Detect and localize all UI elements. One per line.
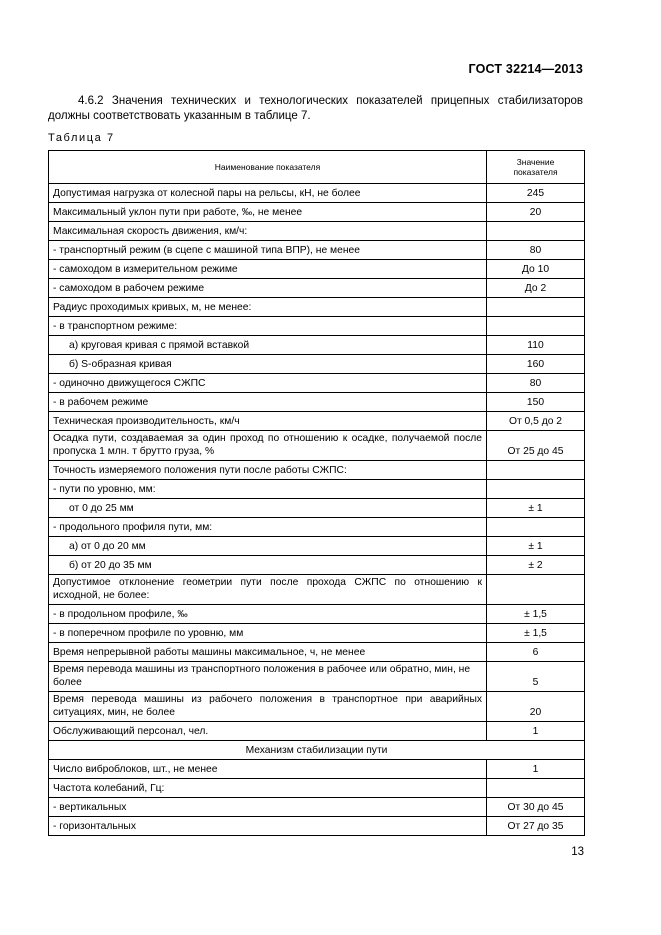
table-header-row — [49, 151, 585, 184]
row-name: Время перевода машины из рабочего положения в транспортное при аварийных ситуациях, мин, не более — [49, 692, 487, 722]
row-value: ± 1,5 — [487, 605, 585, 624]
row-value: 160 — [487, 355, 585, 374]
row-name: Радиус проходимых кривых, м, не менее: — [49, 298, 487, 317]
row-value: До 10 — [487, 260, 585, 279]
row-value — [487, 518, 585, 537]
table-row — [49, 412, 585, 431]
row-value: 1 — [487, 722, 585, 741]
table-row — [49, 692, 585, 722]
table-row — [49, 779, 585, 798]
table-row — [49, 480, 585, 499]
table-row — [49, 279, 585, 298]
row-value: От 0,5 до 2 — [487, 412, 585, 431]
row-name: - в транспортном режиме: — [49, 317, 487, 336]
row-value: От 30 до 45 — [487, 798, 585, 817]
intro-paragraph: 4.6.2 Значения технических и технологических показателей прицепных стабилизаторов должны соответствовать указанным в таблице 7. — [48, 95, 583, 122]
table-title: Таблица 7 — [48, 132, 115, 144]
row-name: а) от 0 до 20 мм — [49, 537, 487, 556]
row-value: 1 — [487, 760, 585, 779]
row-name: Точность измеряемого положения пути после работы СЖПС: — [49, 461, 487, 480]
table-row — [49, 355, 585, 374]
row-name: Обслуживающий персонал, чел. — [49, 722, 487, 741]
table-row — [49, 374, 585, 393]
document-code: ГОСТ 32214—2013 — [468, 62, 583, 76]
section-header: Механизм стабилизации пути — [49, 741, 585, 760]
row-name: - продольного профиля пути, мм: — [49, 518, 487, 537]
table-row — [49, 817, 585, 836]
row-name: - транспортный режим (в сцепе с машиной типа ВПР), не менее — [49, 241, 487, 260]
row-name: - вертикальных — [49, 798, 487, 817]
row-name: Время непрерывной работы машины максимальное, ч, не менее — [49, 643, 487, 662]
table-row — [49, 537, 585, 556]
row-name: Допустимое отклонение геометрии пути после прохода СЖПС по отношению к исходной, не более: — [49, 575, 487, 605]
table-row — [49, 556, 585, 575]
row-name: - в рабочем режиме — [49, 393, 487, 412]
row-value: 5 — [487, 662, 585, 692]
row-value — [487, 461, 585, 480]
row-value: 245 — [487, 184, 585, 203]
row-name: от 0 до 25 мм — [49, 499, 487, 518]
row-value: ± 1,5 — [487, 624, 585, 643]
row-value: ± 2 — [487, 556, 585, 575]
row-name: Максимальная скорость движения, км/ч: — [49, 222, 487, 241]
table-row — [49, 760, 585, 779]
table-row — [49, 260, 585, 279]
column-header-value: Значение показателя — [487, 151, 585, 184]
table-row — [49, 643, 585, 662]
table-row — [49, 605, 585, 624]
row-value: 20 — [487, 692, 585, 722]
row-value — [487, 480, 585, 499]
row-value — [487, 575, 585, 605]
row-name: Осадка пути, создаваемая за один проход по отношению к осадке, получаемой после пропуска 1 млн. т брутто груза, % — [49, 431, 487, 461]
specifications-table — [48, 150, 585, 836]
table-row — [49, 499, 585, 518]
row-value: 110 — [487, 336, 585, 355]
table-row — [49, 575, 585, 605]
table-row — [49, 203, 585, 222]
column-header-name: Наименование показателя — [49, 151, 487, 184]
row-value: 150 — [487, 393, 585, 412]
row-value: От 25 до 45 — [487, 431, 585, 461]
row-value: ± 1 — [487, 499, 585, 518]
row-value — [487, 317, 585, 336]
table-row — [49, 317, 585, 336]
row-value: 80 — [487, 241, 585, 260]
row-value — [487, 222, 585, 241]
row-value: 80 — [487, 374, 585, 393]
row-value — [487, 779, 585, 798]
row-value: ± 1 — [487, 537, 585, 556]
table-row — [49, 624, 585, 643]
row-value: От 27 до 35 — [487, 817, 585, 836]
row-value: 6 — [487, 643, 585, 662]
row-name: Частота колебаний, Гц: — [49, 779, 487, 798]
row-name: а) круговая кривая с прямой вставкой — [49, 336, 487, 355]
row-name: Максимальный уклон пути при работе, ‰, не менее — [49, 203, 487, 222]
table-row — [49, 461, 585, 480]
table-row — [49, 298, 585, 317]
row-value — [487, 298, 585, 317]
table-row — [49, 722, 585, 741]
row-name: Допустимая нагрузка от колесной пары на рельсы, кН, не более — [49, 184, 487, 203]
table-row — [49, 336, 585, 355]
table-row — [49, 184, 585, 203]
table-row — [49, 431, 585, 461]
table-row — [49, 222, 585, 241]
row-name: Время перевода машины из транспортного положения в рабочее или обратно, мин, не более — [49, 662, 487, 692]
table-row — [49, 393, 585, 412]
row-name: - в поперечном профиле по уровню, мм — [49, 624, 487, 643]
row-name: Число виброблоков, шт., не менее — [49, 760, 487, 779]
row-name: б) S-образная кривая — [49, 355, 487, 374]
row-value: 20 — [487, 203, 585, 222]
table-row — [49, 241, 585, 260]
table-row — [49, 798, 585, 817]
table-row — [49, 518, 585, 537]
row-name: Техническая производительность, км/ч — [49, 412, 487, 431]
row-name: - самоходом в рабочем режиме — [49, 279, 487, 298]
row-value: До 2 — [487, 279, 585, 298]
row-name: б) от 20 до 35 мм — [49, 556, 487, 575]
row-name: - в продольном профиле, ‰ — [49, 605, 487, 624]
row-name: - пути по уровню, мм: — [49, 480, 487, 499]
row-name: - самоходом в измерительном режиме — [49, 260, 487, 279]
section-row — [49, 741, 585, 760]
page-number: 13 — [571, 846, 584, 858]
row-name: - одиночно движущегося СЖПС — [49, 374, 487, 393]
row-name: - горизонтальных — [49, 817, 487, 836]
table-row — [49, 662, 585, 692]
